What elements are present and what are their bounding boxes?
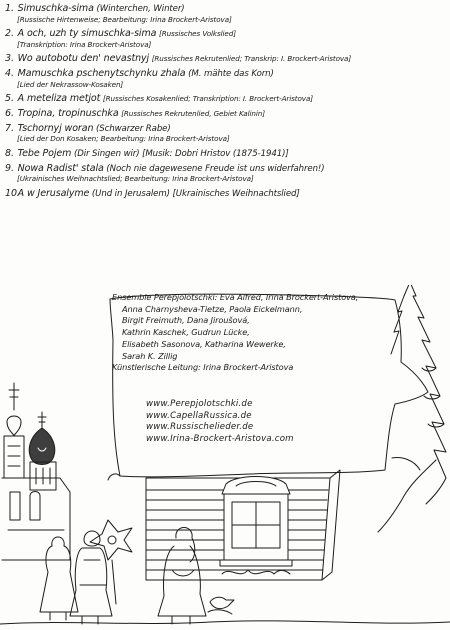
track-item: [5, 94, 445, 105]
track-title: Mamuschka pschenytschynku zhala: [17, 68, 186, 80]
ensemble-line: Sarah K. Zillig: [122, 350, 178, 361]
track-credit: [Transkription: Irina Brockert-Aristova]: [17, 39, 152, 49]
track-credit: [Russische Hirtenweise; Bearbeitung: Irina Brockert-Aristova]: [17, 14, 232, 24]
ensemble-line: Kathrin Kaschek, Gudrun Lücke,: [122, 327, 250, 338]
track-title: A och, uzh ty simuschka-sima: [17, 28, 157, 40]
church-drawing: [2, 383, 70, 560]
track-item: [5, 29, 445, 50]
track-subtitle: [Russisches Kosakenlied; Transkription: I. Brockert-Aristova]: [102, 94, 313, 104]
track-subtitle: (Und in Jerusalem) [Ukrainisches Weihnachtslied]: [91, 188, 300, 199]
track-list: [5, 4, 445, 203]
track-credit: [Lied der Nekrassow-Kosaken]: [17, 79, 124, 89]
track-item: [5, 54, 445, 65]
track-subtitle: (Schwarzer Rabe): [96, 123, 171, 134]
artistic-direction: Künstlerische Leitung: Irina Brockert-Aristova: [112, 362, 294, 373]
ensemble-line: Elisabeth Sasonova, Katharina Wewerke,: [122, 338, 286, 349]
website-list: [146, 399, 294, 445]
track-title: Tropina, tropinuschka: [17, 107, 119, 119]
track-item: [5, 69, 445, 90]
website-link[interactable]: www.Perepjolotschki.de: [146, 399, 253, 409]
track-number: 7.: [5, 122, 14, 134]
track-number: 3.: [5, 53, 14, 65]
track-credit: [Ukrainisches Weihnachtslied; Bearbeitung: Irina Brockert-Aristova]: [17, 174, 254, 183]
website-link[interactable]: www.CapellaRussica.de: [146, 410, 252, 421]
track-title: A w Jerusalyme: [17, 187, 90, 199]
track-title: Simuschka-sima: [17, 3, 94, 14]
website-link[interactable]: www.Russischelieder.de: [146, 422, 254, 433]
ensemble-line: Ensemble Perepjolotschki: Eva Alfred, Irina Brockert-Aristova,: [112, 292, 359, 302]
track-subtitle: [Russisches Volkslied]: [158, 29, 236, 39]
track-item: [5, 109, 445, 120]
track-number: 2.: [5, 28, 14, 40]
track-title: Nowa Radist' stala: [17, 162, 104, 174]
track-title: Wo autobotu den' nevastnyj: [17, 53, 150, 65]
track-subtitle: [Russisches Rekrutenlied; Transkrip: I. Brockert-Aristova]: [151, 54, 352, 64]
track-number: 5.: [5, 93, 14, 105]
ensemble-line: Anna Charnysheva-Tietze, Paola Eickelmann,: [122, 303, 303, 314]
track-subtitle: (M. mähte das Korn): [188, 69, 274, 80]
track-title: A meteliza metjot: [17, 93, 101, 105]
track-title: Tebe Pojem: [17, 147, 72, 159]
wooden-house-drawing: [146, 470, 340, 580]
track-title: Tschornyj woran: [17, 122, 94, 134]
track-credit: [Lied der Don Kosaken; Bearbeitung: Irina Brockert-Aristova]: [17, 134, 230, 144]
track-subtitle: [Russisches Rekrutenlied, Gebiet Kalinin]: [121, 108, 265, 118]
track-item: [5, 189, 445, 200]
track-number: 6.: [5, 107, 14, 119]
bird-drawing: [210, 597, 234, 608]
track-number: 1.: [5, 3, 14, 14]
ensemble-line: Birgit Freimuth, Dana Jiroušová,: [122, 315, 250, 326]
track-subtitle: (Noch nie dagewesene Freude ist uns widerfahren!): [106, 163, 325, 174]
track-number: 9.: [5, 162, 14, 174]
track-item: [5, 149, 445, 160]
track-item: [5, 164, 445, 185]
track-subtitle: (Winterchen, Winter): [96, 4, 185, 14]
track-item: [5, 124, 445, 145]
track-subtitle: (Dir Singen wir) [Musik: Dobri Hristov (1875-1941)]: [73, 148, 289, 159]
website-link[interactable]: www.Irina-Brockert-Aristova.com: [146, 433, 294, 444]
track-number: 10.: [5, 187, 20, 199]
track-item: [5, 4, 445, 25]
track-number: 4.: [5, 68, 14, 80]
snow-ground: [0, 621, 450, 624]
ensemble-credits: [112, 292, 412, 374]
track-number: 8.: [5, 147, 14, 159]
